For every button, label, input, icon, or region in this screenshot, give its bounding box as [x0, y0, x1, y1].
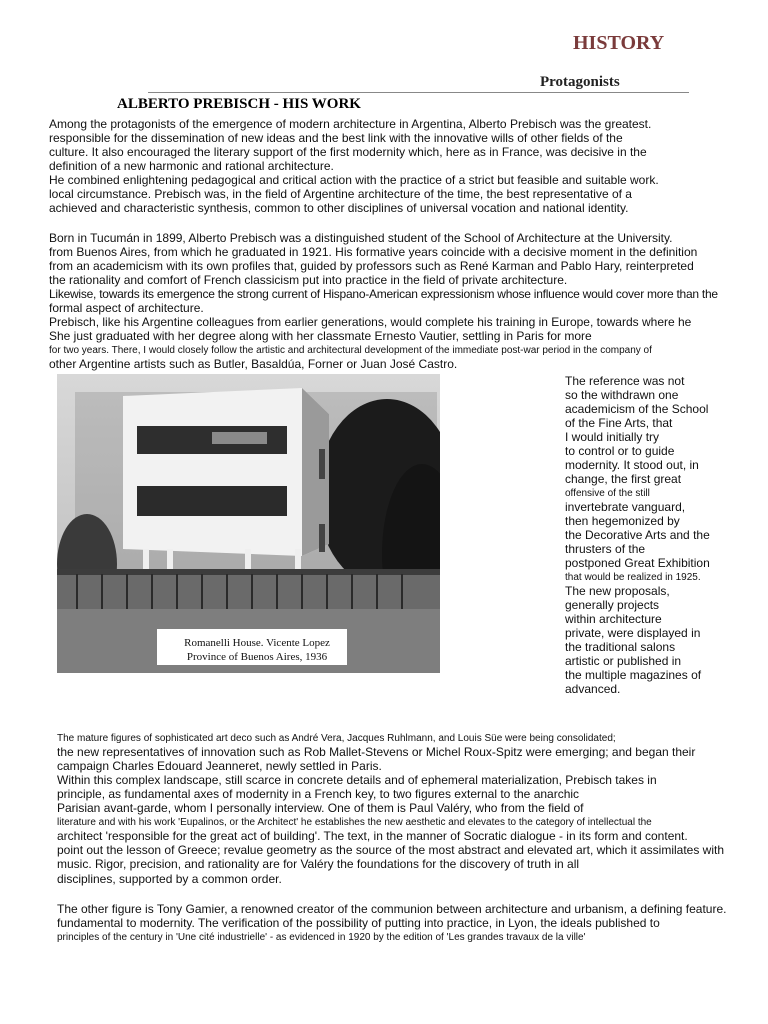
text-line: from Buenos Aires, from which he graduated in 1921. His formative years coincide with a decisive moment in the definition: [49, 245, 698, 259]
text-line: He combined enlightening pedagogical and critical action with the practice of a strict but feasible and suitable work.: [49, 173, 659, 187]
caption-line: Romanelli House. Vicente Lopez: [184, 637, 330, 649]
text-line: Likewise, towards its emergence the strong current of Hispano-American expressionism whose influence would cover more than the: [49, 287, 718, 301]
text-line: that would be realized in 1925.: [565, 572, 701, 583]
text-line: so the withdrawn one: [565, 388, 679, 402]
header-rule: [148, 92, 689, 93]
text-line: She just graduated with her degree along with her classmate Ernesto Vautier, settling in Paris for more: [49, 329, 592, 343]
text-line: postponed Great Exhibition: [565, 556, 710, 570]
text-line: Parisian avant-garde, whom I personally interview. One of them is Paul Valéry, who from the field of: [57, 801, 584, 815]
text-line: academicism of the School: [565, 402, 709, 416]
text-line: principle, as fundamental axes of modernity in a French key, to two figures external to the anarchic: [57, 787, 580, 801]
text-line: disciplines, supported by a common order.: [57, 872, 282, 886]
text-line: for two years. There, I would closely follow the artistic and architectural development of the immediate post-war period in the company of: [49, 345, 652, 356]
house-illustration: [57, 374, 440, 673]
figure-caption: [167, 636, 347, 664]
text-line: modernity. It stood out, in: [565, 458, 699, 472]
text-line: Among the protagonists of the emergence of modern architecture in Argentina, Alberto Prebisch was the greatest.: [49, 117, 652, 131]
text-line: generally projects: [565, 598, 660, 612]
section-heading: HISTORY: [573, 32, 665, 54]
text-line: then hegemonized by: [565, 514, 680, 528]
text-line: local circumstance. Prebisch was, in the field of Argentine architecture of the time, the best representative of a: [49, 187, 632, 201]
text-line: music. Rigor, precision, and rationality are for Valéry the foundations for the discovery of truth in all: [57, 857, 580, 871]
text-line: formal aspect of architecture.: [49, 301, 204, 315]
text-line: the rationality and comfort of French classicism put into practice in the field of private architecture.: [49, 273, 568, 287]
caption-line: Province of Buenos Aires, 1936: [186, 651, 328, 663]
text-line: of the Fine Arts, that: [565, 416, 673, 430]
text-line: offensive of the still: [565, 488, 650, 499]
text-line: achieved and characteristic synthesis, common to other disciplines of universal vocation and national identity.: [49, 201, 629, 215]
text-line: artistic or published in: [565, 654, 682, 668]
subsection-heading: Protagonists: [540, 74, 620, 90]
text-line: I would initially try: [565, 430, 660, 444]
text-line: fundamental to modernity. The verification of the possibility of putting into practice, in Lyon, the ideals published to: [57, 916, 660, 930]
text-line: Prebisch, like his Argentine colleagues from earlier generations, would complete his training in Europe, towards where he: [49, 315, 692, 329]
text-line: principles of the century in 'Une cité industrielle' - as evidenced in 1920 by the edition of 'Les grandes travaux de la ville': [57, 932, 586, 943]
text-line: from an academicism with its own profiles that, guided by professors such as René Karman and Pablo Hary, reinterpreted: [49, 259, 694, 273]
text-line: The new proposals,: [565, 584, 670, 598]
text-line: the traditional salons: [565, 640, 676, 654]
text-line: culture. It also encouraged the literary support of the first modernity which, here as in France, was decisive in the: [49, 145, 647, 159]
text-line: other Argentine artists such as Butler, Basaldúa, Forner or Juan José Castro.: [49, 357, 458, 371]
text-line: private, were displayed in: [565, 626, 701, 640]
text-line: change, the first great: [565, 472, 682, 486]
text-line: the Decorative Arts and the: [565, 528, 710, 542]
text-line: the new representatives of innovation such as Rob Mallet-Stevens or Michel Roux-Spitz were emerging; and began their: [57, 745, 696, 759]
text-line: within architecture: [565, 612, 662, 626]
text-line: campaign Charles Edouard Jeanneret, newly settled in Paris.: [57, 759, 382, 773]
text-line: invertebrate vanguard,: [565, 500, 686, 514]
text-line: Born in Tucumán in 1899, Alberto Prebisch was a distinguished student of the School of Architecture at the University.: [49, 231, 673, 245]
text-line: Within this complex landscape, still scarce in concrete details and of ephemeral materialization, Prebisch takes in: [57, 773, 657, 787]
text-line: thrusters of the: [565, 542, 646, 556]
figure-photo: [57, 374, 440, 673]
text-line: the multiple magazines of: [565, 668, 702, 682]
text-line: to control or to guide: [565, 444, 675, 458]
text-line: The mature figures of sophisticated art deco such as André Vera, Jacques Ruhlmann, and Louis Süe were being consolidated;: [57, 733, 616, 744]
text-line: responsible for the dissemination of new ideas and the best link with the innovative wills of other fields of the: [49, 131, 623, 145]
article-title: ALBERTO PREBISCH - HIS WORK: [117, 96, 361, 112]
text-line: The reference was not: [565, 374, 685, 388]
text-line: definition of a new harmonic and rational architecture.: [49, 159, 334, 173]
text-line: architect 'responsible for the great act of building'. The text, in the manner of Socratic dialogue - in its form and content.: [57, 829, 688, 843]
text-line: point out the lesson of Greece; revalue geometry as the source of the most abstract and elevated art, which it assimilates with: [57, 843, 725, 857]
text-line: The other figure is Tony Gamier, a renowned creator of the communion between architecture and urbanism, a defining feature.: [57, 902, 727, 916]
text-line: literature and with his work 'Eupalinos, or the Architect' he establishes the new aesthetic and elevates to the category of intellectual the: [57, 817, 652, 828]
text-line: advanced.: [565, 682, 621, 696]
